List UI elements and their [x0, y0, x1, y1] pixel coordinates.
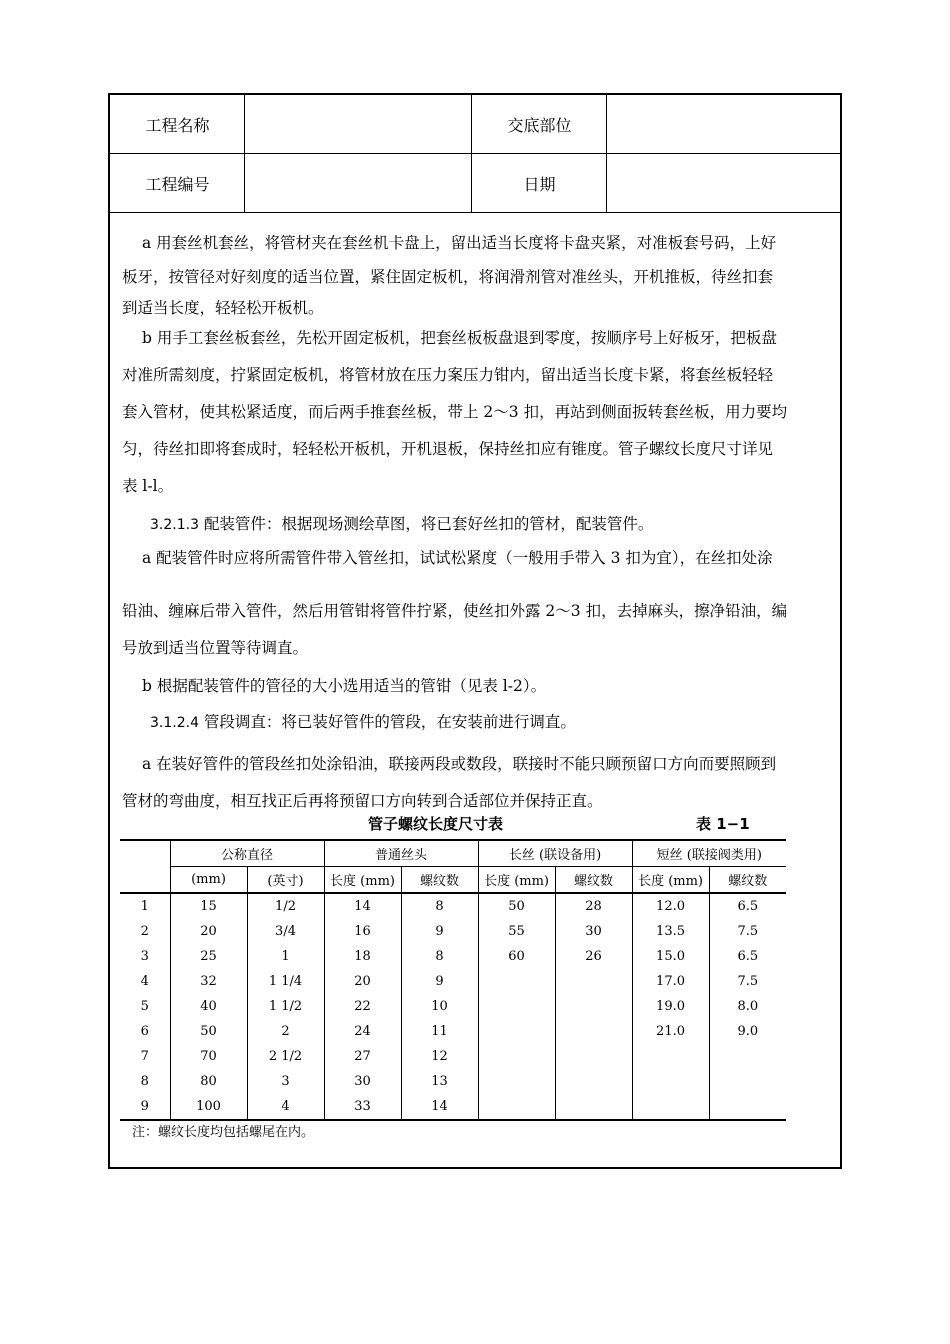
table-cell: 70 [170, 1044, 247, 1069]
table-cell: 4 [120, 969, 170, 994]
table-cell [555, 969, 632, 994]
table-cell: 1 [120, 893, 170, 919]
date-label: 日期 [523, 174, 556, 194]
table-cell: 14 [324, 893, 401, 919]
table-cell: 9 [120, 1094, 170, 1120]
project-no-label: 工程编号 [145, 174, 210, 194]
group-header: 普通丝头 [324, 840, 478, 867]
table-cell [478, 1019, 555, 1044]
table-cell [632, 1094, 709, 1120]
table-cell [555, 1094, 632, 1120]
table-cell: 55 [478, 919, 555, 944]
table-cell [555, 1019, 632, 1044]
table-row [120, 1094, 786, 1120]
table-cell: 7.5 [737, 974, 759, 989]
table-row [120, 994, 786, 1019]
table-cell [709, 1094, 786, 1120]
table-cell: 15 [170, 893, 247, 919]
sub-header: 螺纹数 [555, 867, 632, 894]
table-row [120, 1044, 786, 1069]
table-cell: 10 [401, 994, 478, 1019]
group-header: 公称直径 [170, 840, 324, 867]
table-cell: 33 [324, 1094, 401, 1120]
table-cell [555, 994, 632, 1019]
table-cell [709, 1044, 786, 1069]
paragraph-b-wrench: b 根据配装管件的管径的大小选用适当的管钳（见表 l-2）。 [142, 677, 547, 695]
table-cell: 15.0 [632, 944, 709, 969]
table-cell: 2 1/2 [247, 1044, 324, 1069]
section-3-2-1-3: 3.2.1.3 配装管件：根据现场测绘草图，将已套好丝扣的管材，配装管件。 [150, 515, 654, 533]
table-cell: 25 [170, 944, 247, 969]
table-cell: 3 [120, 944, 170, 969]
table-cell: 1 1/2 [247, 994, 324, 1019]
table-row [120, 944, 786, 969]
table-cell: 27 [324, 1044, 401, 1069]
header-row-2 [110, 154, 840, 213]
table-cell: 7 [120, 1044, 170, 1069]
table-cell: 9.0 [737, 1024, 759, 1039]
table-cell: 9 [401, 919, 478, 944]
table-cell: 80 [170, 1069, 247, 1094]
table-cell: 2 [247, 1019, 324, 1044]
sub-header: (mm) [170, 867, 247, 894]
sub-header: 长度 (mm) [632, 867, 709, 894]
table-number: 表 1−1 [696, 815, 750, 833]
sub-header: 螺纹数 [401, 867, 478, 894]
table-cell: 1 1/4 [247, 969, 324, 994]
sub-header: 螺纹数 [728, 874, 768, 889]
header-row-1 [110, 95, 840, 154]
paragraph-a-straighten: a 在装好管件的管段丝扣处涂铅油，联接两段或数段，联接时不能只顾预留口方向而要照顾到 管材的弯曲度，相互找正后再将预留口方向转到合适部位并保持正直。 [122, 755, 777, 810]
table-row [120, 1069, 786, 1094]
table-cell: 8 [401, 893, 478, 919]
table-cell: 19.0 [632, 994, 709, 1019]
table-cell: 3 [247, 1069, 324, 1094]
table-cell: 7.5 [737, 924, 759, 939]
table-cell: 22 [324, 994, 401, 1019]
table-cell: 11 [401, 1019, 478, 1044]
group-header: 长丝 (联设备用) [478, 840, 632, 867]
table-cell: 2 [120, 919, 170, 944]
table-cell: 4 [247, 1094, 324, 1120]
project-no-value[interactable] [245, 154, 472, 212]
table-cell [478, 994, 555, 1019]
table-cell [632, 1069, 709, 1094]
table-cell: 9 [401, 969, 478, 994]
section-3-1-2-4: 3.1.2.4 管段调直：将已装好管件的管段，在安装前进行调直。 [150, 713, 576, 731]
table-cell: 8 [120, 1069, 170, 1094]
table-row [120, 969, 786, 994]
paragraph-a-machine: a 用套丝机套丝，将管材夹在套丝机卡盘上，留出适当长度将卡盘夹紧，对准板套号码，上好 板牙，按管径对好刻度的适当位置，紧住固定板机，将润滑剂管对准丝头，开机推板，待丝扣套 到适当长度，轻轻松开板机。 [122, 234, 777, 317]
table-cell: 50 [170, 1019, 247, 1044]
table-cell: 60 [478, 944, 555, 969]
location-label: 交底部位 [507, 115, 572, 135]
table-row [120, 919, 786, 944]
table-cell: 20 [324, 969, 401, 994]
table-cell: 6.5 [737, 949, 759, 964]
table-cell: 50 [478, 893, 555, 919]
table-cell: 13 [401, 1069, 478, 1094]
table-cell: 24 [324, 1019, 401, 1044]
table-cell [478, 1069, 555, 1094]
table-body [120, 893, 786, 1120]
table-cell: 1 [247, 944, 324, 969]
table-cell: 100 [170, 1094, 247, 1120]
project-name-value[interactable] [245, 95, 472, 153]
table-cell [555, 1069, 632, 1094]
paragraph-b-manual: b 用手工套丝板套丝，先松开固定板机，把套丝板板盘退到零度，按顺序号上好板牙，把板盘 对准所需刻度，拧紧固定板机，将管材放在压力案压力钳内，留出适当长度卡紧，将套丝板轻轻 套入管材，使其松紧适度，而后两手推套丝板，带上 2～3 扣，再站到侧面扳转套丝板，用力要均 匀，待丝扣即将套成时，轻轻松开板机，开机退板，保持丝扣应有锥度。管子螺纹长度尺寸详见 表 l-l。 [122, 329, 788, 495]
paragraph-a-fitting: a 配装管件时应将所需管件带入管丝扣，试试松紧度（一般用手带入 3 扣为宜），在丝扣处涂 [142, 549, 773, 567]
sub-header: (英寸) [247, 867, 324, 894]
table-cell: 8.0 [737, 999, 759, 1014]
table-cell [709, 1069, 786, 1094]
index-header [120, 840, 170, 893]
table-cell [555, 1044, 632, 1069]
table-cell: 17.0 [632, 969, 709, 994]
project-name-label: 工程名称 [145, 115, 210, 135]
table-title: 管子螺纹长度尺寸表 [368, 815, 504, 833]
table-cell: 1/2 [247, 893, 324, 919]
table-cell: 18 [324, 944, 401, 969]
table-cell: 6 [120, 1019, 170, 1044]
date-value[interactable] [607, 154, 840, 212]
table-cell: 8 [401, 944, 478, 969]
table-cell: 3/4 [247, 919, 324, 944]
divider [471, 95, 472, 213]
group-header: 短丝 (联接阀类用) [632, 840, 786, 867]
table-cell: 6.5 [737, 899, 759, 914]
sub-header: 长度 (mm) [324, 867, 401, 894]
table-cell [478, 1094, 555, 1120]
paragraph-a-fitting-cont: 铅油、缠麻后带入管件，然后用管钳将管件拧紧，使丝扣外露 2～3 扣，去掉麻头，擦净铅油，编 号放到适当位置等待调直。 [122, 602, 788, 657]
thread-length-table [120, 839, 786, 1121]
table-row [120, 1019, 786, 1044]
table-row [120, 893, 786, 919]
table-cell: 13.5 [632, 919, 709, 944]
table-note: 注：螺纹长度均包括螺尾在内。 [132, 1125, 315, 1140]
table-cell [478, 969, 555, 994]
divider [606, 95, 607, 213]
table-cell: 20 [170, 919, 247, 944]
disclosure-form [108, 93, 842, 1169]
divider [244, 95, 245, 213]
table-cell: 26 [555, 944, 632, 969]
table-cell: 30 [555, 919, 632, 944]
table-cell: 28 [555, 893, 632, 919]
location-value[interactable] [607, 95, 840, 153]
table-cell: 30 [324, 1069, 401, 1094]
table-cell: 40 [170, 994, 247, 1019]
table-cell: 32 [170, 969, 247, 994]
table-cell: 14 [401, 1094, 478, 1120]
table-cell: 16 [324, 919, 401, 944]
table-cell: 12 [401, 1044, 478, 1069]
table-cell [478, 1044, 555, 1069]
sub-header: 长度 (mm) [478, 867, 555, 894]
table-cell: 21.0 [632, 1019, 709, 1044]
table-cell [632, 1044, 709, 1069]
table-cell: 5 [120, 994, 170, 1019]
table-cell: 12.0 [632, 893, 709, 919]
